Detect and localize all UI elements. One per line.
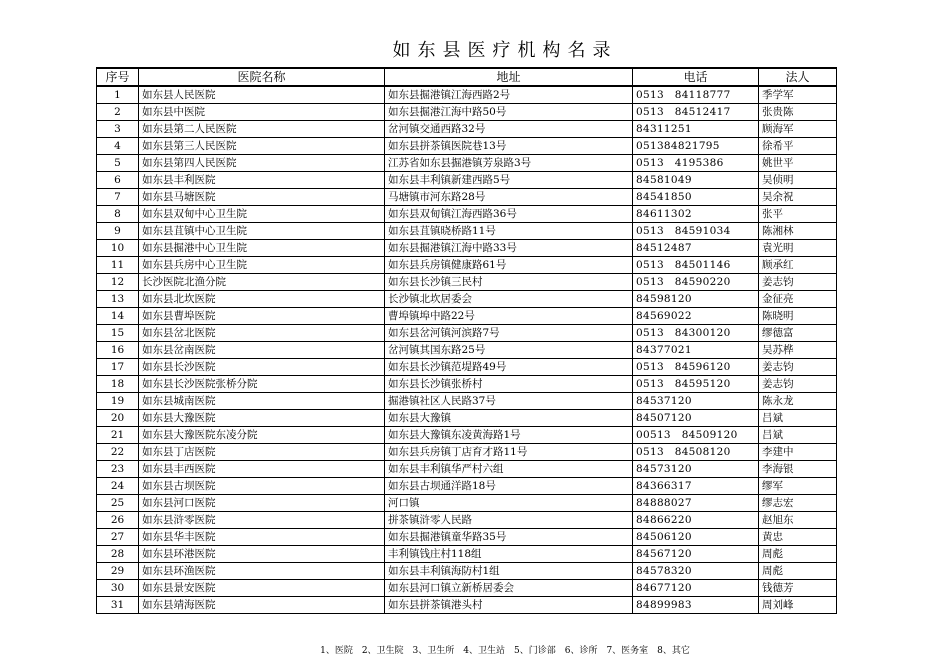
phone: 84506120	[633, 529, 759, 546]
phone: 0513 84508120	[633, 444, 759, 461]
hospital-name: 如东县环港医院	[139, 546, 385, 563]
hospital-name: 如东县中医院	[139, 104, 385, 121]
column-header-phone: 电话	[633, 68, 759, 86]
legal-person: 张平	[759, 206, 837, 223]
column-header-address: 地址	[385, 68, 633, 86]
row-index: 4	[97, 138, 139, 155]
legal-person: 吴侦明	[759, 172, 837, 189]
table-row	[97, 495, 837, 512]
phone: 84541850	[633, 189, 759, 206]
phone: 0513 84595120	[633, 376, 759, 393]
legal-person: 黄忠	[759, 529, 837, 546]
row-index: 20	[97, 410, 139, 427]
hospital-name: 如东县河口医院	[139, 495, 385, 512]
address: 如东县拼茶镇港头村	[385, 597, 633, 614]
row-index: 22	[97, 444, 139, 461]
table-row	[97, 189, 837, 206]
table-row	[97, 155, 837, 172]
legal-person: 钱德芳	[759, 580, 837, 597]
table-row	[97, 563, 837, 580]
row-index: 5	[97, 155, 139, 172]
table-row	[97, 206, 837, 223]
table-row	[97, 121, 837, 138]
row-index: 3	[97, 121, 139, 138]
address: 岔河镇其国东路25号	[385, 342, 633, 359]
table-row	[97, 512, 837, 529]
table-row	[97, 427, 837, 444]
phone: 84899983	[633, 597, 759, 614]
row-index: 17	[97, 359, 139, 376]
legal-person: 陈永龙	[759, 393, 837, 410]
table-body	[97, 86, 837, 614]
address: 如东县双甸镇江海西路36号	[385, 206, 633, 223]
legal-person: 袁光明	[759, 240, 837, 257]
table-row	[97, 376, 837, 393]
phone: 84537120	[633, 393, 759, 410]
legal-person: 陈晓明	[759, 308, 837, 325]
legal-person: 李建中	[759, 444, 837, 461]
table-row	[97, 410, 837, 427]
table-row	[97, 580, 837, 597]
address: 如东县掘港镇江海中路33号	[385, 240, 633, 257]
phone: 84578320	[633, 563, 759, 580]
hospital-name: 如东县长沙医院张桥分院	[139, 376, 385, 393]
table-row	[97, 291, 837, 308]
page-title: 如东县医疗机构名录	[392, 40, 618, 61]
row-index: 26	[97, 512, 139, 529]
hospital-name: 如东县人民医院	[139, 86, 385, 104]
phone: 84573120	[633, 461, 759, 478]
address: 河口镇	[385, 495, 633, 512]
phone: 0513 84596120	[633, 359, 759, 376]
table-row	[97, 444, 837, 461]
address: 如东县丰利镇海防村1组	[385, 563, 633, 580]
row-index: 9	[97, 223, 139, 240]
table-row	[97, 325, 837, 342]
legal-person: 缪军	[759, 478, 837, 495]
hospital-name: 如东县兵房中心卫生院	[139, 257, 385, 274]
table-row	[97, 223, 837, 240]
hospital-name: 如东县苴镇中心卫生院	[139, 223, 385, 240]
column-header-name: 医院名称	[139, 68, 385, 86]
address: 曹埠镇埠中路22号	[385, 308, 633, 325]
row-index: 18	[97, 376, 139, 393]
legal-person: 姜志钧	[759, 359, 837, 376]
hospital-name: 如东县岔南医院	[139, 342, 385, 359]
hospital-name: 如东县掘港中心卫生院	[139, 240, 385, 257]
table-row	[97, 104, 837, 121]
hospital-name: 如东县岔北医院	[139, 325, 385, 342]
category-legend: 1、医院 2、卫生院 3、卫生所 4、卫生站 5、门诊部 6、诊所 7、医务室 8、其它	[320, 646, 690, 656]
legal-person: 姜志钧	[759, 274, 837, 291]
phone: 84512487	[633, 240, 759, 257]
phone: 84311251	[633, 121, 759, 138]
table-row	[97, 86, 837, 104]
row-index: 24	[97, 478, 139, 495]
hospital-name: 如东县马塘医院	[139, 189, 385, 206]
address: 如东县岔河镇河滨路7号	[385, 325, 633, 342]
row-index: 21	[97, 427, 139, 444]
row-index: 23	[97, 461, 139, 478]
table-row	[97, 478, 837, 495]
phone: 84611302	[633, 206, 759, 223]
phone: 0513 84300120	[633, 325, 759, 342]
address: 如东县河口镇立新桥居委会	[385, 580, 633, 597]
phone: 84569022	[633, 308, 759, 325]
table-row	[97, 240, 837, 257]
phone: 84377021	[633, 342, 759, 359]
phone: 84677120	[633, 580, 759, 597]
phone: 84507120	[633, 410, 759, 427]
address: 如东县丰利镇新建西路5号	[385, 172, 633, 189]
phone: 84888027	[633, 495, 759, 512]
phone: 00513 84509120	[633, 427, 759, 444]
address: 如东县苴镇晓桥路11号	[385, 223, 633, 240]
table-row	[97, 393, 837, 410]
legal-person: 吴余祝	[759, 189, 837, 206]
phone: 84581049	[633, 172, 759, 189]
row-index: 7	[97, 189, 139, 206]
legal-person: 缪德富	[759, 325, 837, 342]
table-row	[97, 274, 837, 291]
address: 如东县掘港镇童华路35号	[385, 529, 633, 546]
legal-person: 顾承红	[759, 257, 837, 274]
legal-person: 姚世平	[759, 155, 837, 172]
table-row	[97, 461, 837, 478]
row-index: 1	[97, 86, 139, 104]
table-row	[97, 138, 837, 155]
address: 如东县掘港镇江海西路2号	[385, 86, 633, 104]
hospital-name: 如东县浒零医院	[139, 512, 385, 529]
address: 如东县掘港江海中路50号	[385, 104, 633, 121]
hospital-name: 如东县大豫医院东凌分院	[139, 427, 385, 444]
legal-person: 周刘峰	[759, 597, 837, 614]
phone: 84598120	[633, 291, 759, 308]
hospital-directory-table	[96, 67, 837, 614]
row-index: 16	[97, 342, 139, 359]
column-header-legal-person: 法人	[759, 68, 837, 86]
row-index: 30	[97, 580, 139, 597]
address: 长沙镇北坎居委会	[385, 291, 633, 308]
row-index: 13	[97, 291, 139, 308]
table-row	[97, 529, 837, 546]
column-header-index: 序号	[97, 68, 139, 86]
row-index: 25	[97, 495, 139, 512]
address: 如东县古坝通洋路18号	[385, 478, 633, 495]
legal-person: 李海银	[759, 461, 837, 478]
hospital-name: 如东县第四人民医院	[139, 155, 385, 172]
hospital-name: 如东县第三人民医院	[139, 138, 385, 155]
address: 如东县拼茶镇医院巷13号	[385, 138, 633, 155]
legal-person: 周彪	[759, 563, 837, 580]
hospital-name: 如东县长沙医院	[139, 359, 385, 376]
legal-person: 赵旭东	[759, 512, 837, 529]
address: 江苏省如东县掘港镇芳泉路3号	[385, 155, 633, 172]
table-row	[97, 359, 837, 376]
address: 如东县大豫镇	[385, 410, 633, 427]
phone: 0513 84512417	[633, 104, 759, 121]
phone: 0513 84501146	[633, 257, 759, 274]
hospital-name: 如东县古坝医院	[139, 478, 385, 495]
phone: 0513 84590220	[633, 274, 759, 291]
table-header-row	[97, 68, 837, 86]
hospital-name: 如东县华丰医院	[139, 529, 385, 546]
hospital-name: 长沙医院北渔分院	[139, 274, 385, 291]
legal-person: 周彪	[759, 546, 837, 563]
address: 如东县大豫镇东凌黄海路1号	[385, 427, 633, 444]
hospital-name: 如东县曹埠医院	[139, 308, 385, 325]
table-row	[97, 597, 837, 614]
hospital-name: 如东县靖海医院	[139, 597, 385, 614]
row-index: 11	[97, 257, 139, 274]
address: 如东县长沙镇范堤路49号	[385, 359, 633, 376]
legal-person: 陈湘林	[759, 223, 837, 240]
row-index: 15	[97, 325, 139, 342]
legal-person: 顾海军	[759, 121, 837, 138]
row-index: 10	[97, 240, 139, 257]
address: 岔河镇交通西路32号	[385, 121, 633, 138]
table-row	[97, 172, 837, 189]
row-index: 12	[97, 274, 139, 291]
address: 掘港镇社区人民路37号	[385, 393, 633, 410]
address: 如东县兵房镇丁店育才路11号	[385, 444, 633, 461]
phone: 84366317	[633, 478, 759, 495]
hospital-name: 如东县丁店医院	[139, 444, 385, 461]
hospital-name: 如东县城南医院	[139, 393, 385, 410]
row-index: 14	[97, 308, 139, 325]
row-index: 28	[97, 546, 139, 563]
legal-person: 季学军	[759, 86, 837, 104]
hospital-name: 如东县丰利医院	[139, 172, 385, 189]
table-row	[97, 546, 837, 563]
hospital-name: 如东县大豫医院	[139, 410, 385, 427]
row-index: 31	[97, 597, 139, 614]
row-index: 27	[97, 529, 139, 546]
legal-person: 缪志宏	[759, 495, 837, 512]
address: 如东县兵房镇健康路61号	[385, 257, 633, 274]
row-index: 29	[97, 563, 139, 580]
legal-person: 金征亮	[759, 291, 837, 308]
row-index: 8	[97, 206, 139, 223]
table-row	[97, 257, 837, 274]
hospital-name: 如东县环渔医院	[139, 563, 385, 580]
row-index: 6	[97, 172, 139, 189]
address: 如东县长沙镇三民村	[385, 274, 633, 291]
hospital-name: 如东县景安医院	[139, 580, 385, 597]
address: 如东县长沙镇张桥村	[385, 376, 633, 393]
address: 如东县丰利镇华严村六组	[385, 461, 633, 478]
address: 马塘镇市河东路28号	[385, 189, 633, 206]
legal-person: 张贵陈	[759, 104, 837, 121]
phone: 051384821795	[633, 138, 759, 155]
table-row	[97, 342, 837, 359]
legal-person: 吕斌	[759, 410, 837, 427]
phone: 84866220	[633, 512, 759, 529]
phone: 84567120	[633, 546, 759, 563]
address: 拼茶镇浒零人民路	[385, 512, 633, 529]
phone: 0513 84118777	[633, 86, 759, 104]
hospital-name: 如东县第二人民医院	[139, 121, 385, 138]
hospital-name: 如东县双甸中心卫生院	[139, 206, 385, 223]
legal-person: 姜志钧	[759, 376, 837, 393]
legal-person: 吕斌	[759, 427, 837, 444]
row-index: 19	[97, 393, 139, 410]
phone: 0513 4195386	[633, 155, 759, 172]
hospital-name: 如东县丰西医院	[139, 461, 385, 478]
address: 丰利镇钱庄村118组	[385, 546, 633, 563]
phone: 0513 84591034	[633, 223, 759, 240]
legal-person: 徐希平	[759, 138, 837, 155]
table-row	[97, 308, 837, 325]
hospital-name: 如东县北坎医院	[139, 291, 385, 308]
row-index: 2	[97, 104, 139, 121]
legal-person: 吴苏桦	[759, 342, 837, 359]
